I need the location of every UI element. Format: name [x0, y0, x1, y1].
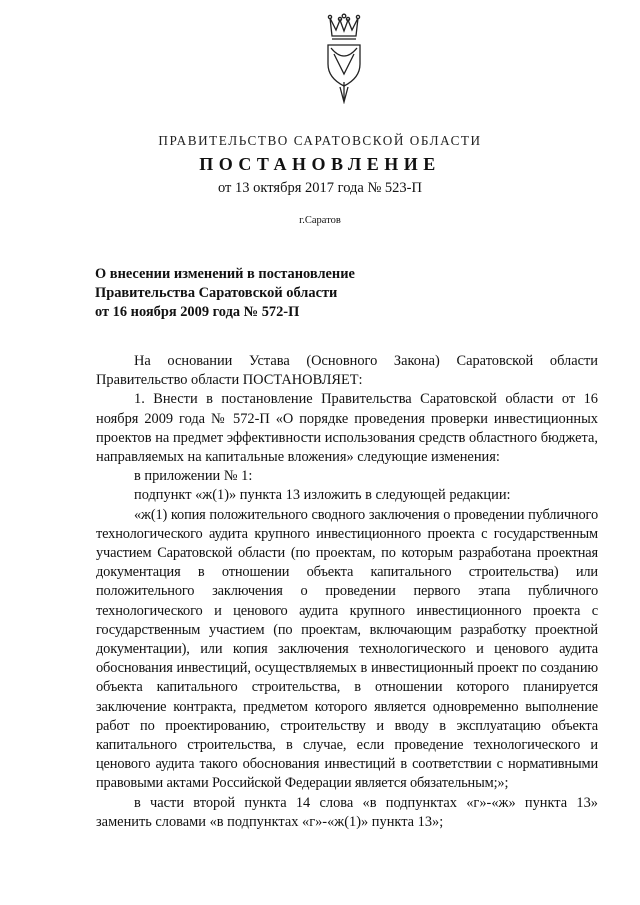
document-type: ПОСТАНОВЛЕНИЕ — [199, 154, 441, 174]
body-paragraph-amendment: 1. Внести в постановление Правительства Саратовской области от 16 ноября 2009 года № 572-П «О порядке проведения проверки инвестиционных проектов на предмет эффективности использования средств областного бюджета, направляемых на капитальные вложения» следующие изменения: — [96, 391, 598, 466]
subject-line-2: Правительства Саратовской области — [95, 285, 338, 301]
body-paragraph-new-wording: «ж(1) копия положительного сводного заключения о проведении публичного технологического аудита крупного инвестиционного проекта с государственным участием Саратовской области (по проектам, по которым разработана проектная документация в отношении объекта капитального строительства) или положительного заключения о проведении первого этапа публичного технологического и ценового аудита крупного инвестиционного проекта с государственным участием (по проектам, включающим разработку проектной документации), или копия заключения технологического и ценового аудита обоснования инвестиций, осуществляемых в инвестиционный проект по созданию объекта капитального строительства, в отношении которого планируется заключение контракта, предметом которого является одновременно выполнение работ по проектированию, строительству и вводу в эксплуатацию объекта капитального строительства, в случае, если проведение технологического и ценового аудита такого обоснования инвестиций в соответствии с нормативными правовыми актами Российской Федерации является обязательным;»; — [96, 506, 598, 792]
subject-line-3: от 16 ноября 2009 года № 572-П — [95, 304, 300, 320]
document-date-number: от 13 октября 2017 года № 523-П — [218, 180, 422, 196]
document-body — [96, 352, 598, 832]
organization-name: ПРАВИТЕЛЬСТВО САРАТОВСКОЙ ОБЛАСТИ — [158, 133, 482, 148]
body-paragraph-appendix: в приложении № 1: — [134, 468, 253, 485]
document-city: г.Саратов — [299, 215, 341, 226]
body-paragraph-replacement: в части второй пункта 14 слова «в подпунктах «г»-«ж» пункта 13» заменить словами «в подпунктах «г»-«ж(1)» пункта 13»; — [96, 794, 598, 830]
document-subject — [95, 265, 475, 322]
body-paragraph-subclause: подпункт «ж(1)» пункта 13 изложить в следующей редакции: — [134, 487, 511, 504]
coat-of-arms-emblem — [318, 12, 370, 104]
body-paragraph-basis: На основании Устава (Основного Закона) Саратовской области Правительство области ПОСТАНОВЛЯЕТ: — [96, 353, 598, 389]
subject-line-1: О внесении изменений в постановление — [95, 266, 355, 282]
